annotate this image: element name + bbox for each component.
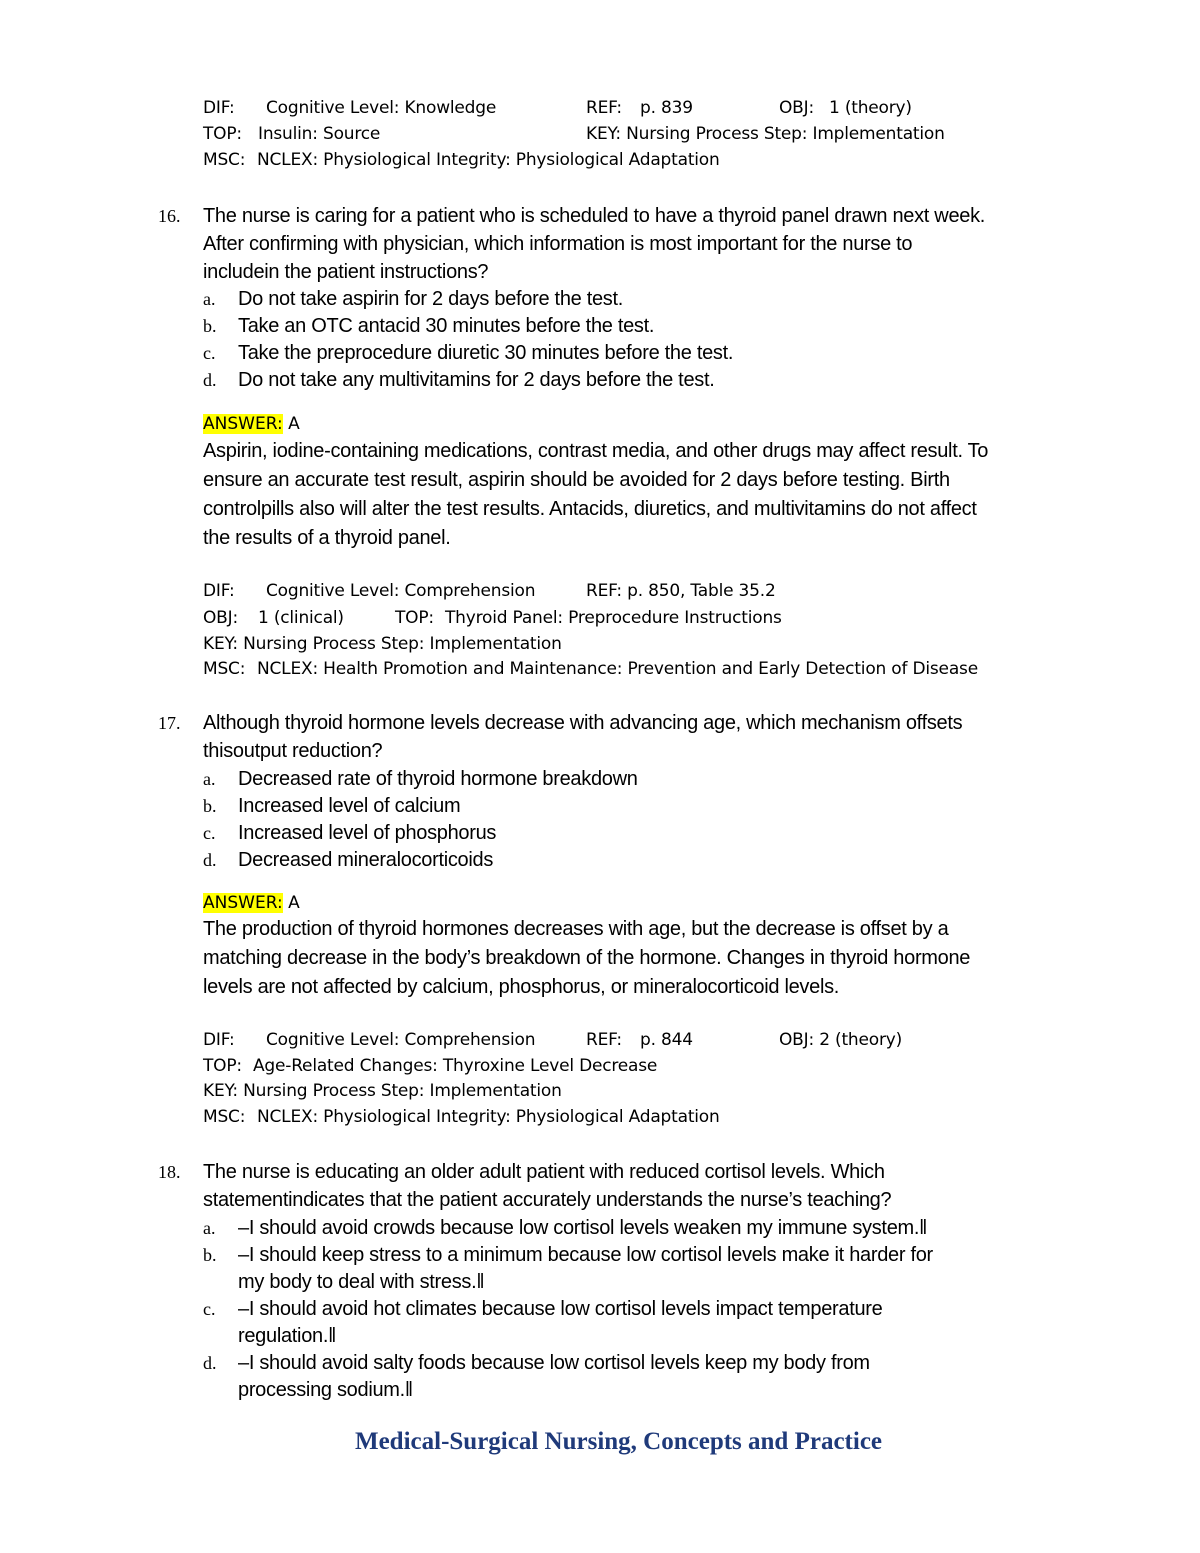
meta-label: TOP: — [203, 1056, 242, 1076]
answer-label: ANSWER: — [203, 893, 283, 913]
meta-label: OBJ: — [203, 608, 238, 628]
meta-value: Insulin: Source — [258, 124, 381, 144]
meta-label: MSC: — [203, 150, 246, 170]
meta-label: MSC: — [203, 1107, 246, 1127]
meta-value: OBJ: 2 (theory) — [779, 1030, 903, 1050]
meta-value: Thyroid Panel: Preprocedure Instructions — [445, 608, 782, 628]
option-line: my body to deal with stress.‖ — [238, 1271, 485, 1293]
option-line: processing sodium.‖ — [238, 1379, 413, 1401]
option-letter: d. — [203, 850, 217, 870]
option-letter: d. — [203, 1353, 217, 1373]
option-text: Do not take aspirin for 2 days before the test. — [238, 288, 624, 310]
meta-label: REF: — [586, 1030, 622, 1050]
meta-value: KEY: Nursing Process Step: Implementation — [586, 124, 945, 144]
option-letter: a. — [203, 1218, 216, 1238]
meta-value: p. 844 — [640, 1030, 693, 1050]
option-letter: b. — [203, 796, 217, 816]
stem-line: thisoutput reduction? — [203, 740, 383, 762]
option-text: Increased level of calcium — [238, 795, 461, 817]
answer-rationale — [203, 915, 1103, 1002]
stem-line: Although thyroid hormone levels decrease with advancing age, which mechanism offsets — [203, 712, 963, 734]
option-text — [238, 1350, 1098, 1404]
stem-line: The nurse is caring for a patient who is scheduled to have a thyroid panel drawn next week. — [203, 205, 986, 227]
meta-label: MSC: — [203, 659, 246, 679]
option-text: Increased level of phosphorus — [238, 822, 497, 844]
option-line: –I should avoid hot climates because low cortisol levels impact temperature — [238, 1298, 883, 1320]
meta-value: NCLEX: Health Promotion and Maintenance: Prevention and Early Detection of Disease — [257, 659, 978, 679]
rationale-line: the results of a thyroid panel. — [203, 527, 451, 549]
option-text: Decreased mineralocorticoids — [238, 849, 494, 871]
rationale-line: The production of thyroid hormones decreases with age, but the decrease is offset by a — [203, 918, 949, 940]
option-letter: d. — [203, 370, 217, 390]
meta-label: OBJ: — [779, 98, 814, 118]
meta-label: REF: — [586, 98, 622, 118]
rationale-line: matching decrease in the body’s breakdown of the hormone. Changes in thyroid hormone — [203, 947, 971, 969]
meta-value: Cognitive Level: Comprehension — [266, 1030, 536, 1050]
option-letter: c. — [203, 343, 216, 363]
option-text — [238, 1215, 1098, 1242]
meta-value: Cognitive Level: Knowledge — [266, 98, 497, 118]
question-stem — [203, 709, 1103, 765]
option-letter: a. — [203, 769, 216, 789]
option-line: –I should avoid crowds because low cortisol levels weaken my immune system.‖ — [238, 1217, 928, 1239]
meta-value: NCLEX: Physiological Integrity: Physiological Adaptation — [257, 1107, 720, 1127]
option-letter: c. — [203, 823, 216, 843]
meta-label: TOP: — [203, 124, 242, 144]
option-letter: a. — [203, 289, 216, 309]
option-letter: c. — [203, 1299, 216, 1319]
question-number: 16. — [158, 206, 181, 226]
meta-value: 1 (clinical) — [258, 608, 344, 628]
meta-label: DIF: — [203, 98, 235, 118]
meta-value: 1 (theory) — [829, 98, 912, 118]
question-number: 17. — [158, 713, 181, 733]
option-text: Decreased rate of thyroid hormone breakdown — [238, 768, 638, 790]
rationale-line: ensure an accurate test result, aspirin should be avoided for 2 days before testing. Birth — [203, 469, 950, 491]
meta-label: TOP: — [395, 608, 434, 628]
rationale-line: levels are not affected by calcium, phosphorus, or mineralocorticoid levels. — [203, 976, 840, 998]
option-line: regulation.‖ — [238, 1325, 337, 1347]
answer-line — [203, 413, 300, 435]
option-text: Take the preprocedure diuretic 30 minutes before the test. — [238, 342, 734, 364]
option-letter: b. — [203, 1245, 217, 1265]
stem-line: The nurse is educating an older adult patient with reduced cortisol levels. Which — [203, 1161, 885, 1183]
meta-label: DIF: — [203, 581, 235, 601]
rationale-line: controlpills also will alter the test results. Antacids, diuretics, and multivitamins do not affect — [203, 498, 977, 520]
option-line: –I should avoid salty foods because low cortisol levels keep my body from — [238, 1352, 870, 1374]
answer-line — [203, 892, 300, 914]
meta-label: DIF: — [203, 1030, 235, 1050]
meta-value: Cognitive Level: Comprehension — [266, 581, 536, 601]
stem-line: statementindicates that the patient accurately understands the nurse’s teaching? — [203, 1189, 892, 1211]
option-text: Take an OTC antacid 30 minutes before the test. — [238, 315, 655, 337]
meta-value: p. 839 — [640, 98, 693, 118]
option-text — [238, 1296, 1098, 1350]
question-number: 18. — [158, 1162, 181, 1182]
question-stem — [203, 202, 1103, 286]
option-letter: b. — [203, 316, 217, 336]
meta-value: KEY: Nursing Process Step: Implementation — [203, 634, 562, 654]
answer-rationale — [203, 437, 1103, 553]
meta-value: NCLEX: Physiological Integrity: Physiological Adaptation — [257, 150, 720, 170]
option-line: –I should keep stress to a minimum because low cortisol levels make it harder for — [238, 1244, 933, 1266]
meta-value: KEY: Nursing Process Step: Implementation — [203, 1081, 562, 1101]
answer-label: ANSWER: — [203, 414, 283, 434]
answer-value: A — [288, 414, 300, 434]
meta-value: REF: p. 850, Table 35.2 — [586, 581, 776, 601]
answer-value: A — [288, 893, 300, 913]
option-text: Do not take any multivitamins for 2 days before the test. — [238, 369, 715, 391]
page-footer-title: Medical-Surgical Nursing, Concepts and Practice — [354, 1428, 883, 1455]
meta-value: Age-Related Changes: Thyroxine Level Decrease — [253, 1056, 658, 1076]
stem-line: includein the patient instructions? — [203, 261, 489, 283]
question-stem — [203, 1158, 1103, 1214]
stem-line: After confirming with physician, which information is most important for the nurse to — [203, 233, 913, 255]
rationale-line: Aspirin, iodine-containing medications, contrast media, and other drugs may affect result. To — [203, 440, 989, 462]
option-text — [238, 1242, 1098, 1296]
